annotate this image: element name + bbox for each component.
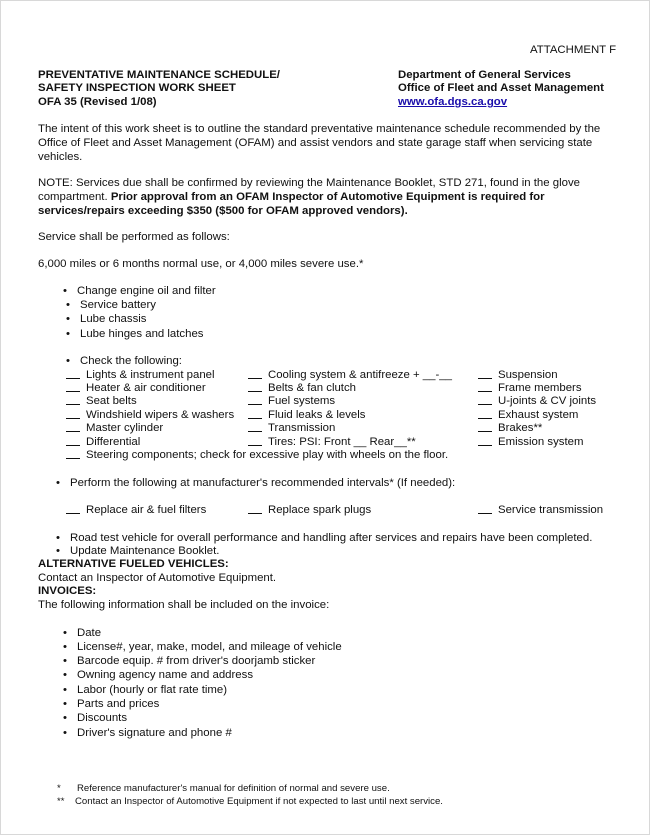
- recommended-label: Service transmission: [498, 504, 604, 516]
- invoice-item: • Date: [77, 626, 101, 640]
- check-item[interactable]: [248, 368, 452, 382]
- check-item[interactable]: [478, 394, 596, 408]
- invoice-item: • Barcode equip. # from driver's doorjamb sticker: [77, 654, 315, 668]
- road-test-item: • Road test vehicle for overall performance and handling after services and repairs have been completed.: [70, 531, 592, 545]
- checkbox-blank[interactable]: [478, 368, 492, 379]
- check-heading: • Check the following:: [80, 354, 182, 368]
- check-label: Steering components; check for excessive play with wheels on the floor.: [86, 449, 449, 461]
- check-item[interactable]: [478, 368, 558, 382]
- check-label: Tires: PSI: Front __ Rear__**: [268, 436, 416, 448]
- service-intro: Service shall be performed as follows:: [38, 231, 230, 243]
- checkbox-blank[interactable]: [248, 368, 262, 379]
- check-label: Exhaust system: [498, 409, 579, 421]
- checkbox-blank[interactable]: [248, 503, 262, 514]
- service-interval: 6,000 miles or 6 months normal use, or 4,000 miles severe use.*: [38, 258, 364, 270]
- check-item[interactable]: [248, 421, 335, 435]
- invoice-item: • Driver's signature and phone #: [77, 726, 232, 740]
- recommended-label: Replace air & fuel filters: [86, 504, 207, 516]
- check-item[interactable]: [66, 368, 215, 382]
- check-item[interactable]: [66, 435, 140, 449]
- checkbox-blank[interactable]: [248, 435, 262, 446]
- check-item[interactable]: [66, 394, 137, 408]
- check-label: U-joints & CV joints: [498, 395, 597, 407]
- note-approval-text: Prior approval from an OFAM Inspector of Automotive Equipment is required for services/repairs exceeding $350 ($500 for OFAM approved vendors).: [38, 191, 545, 217]
- recommended-label: Replace spark plugs: [268, 504, 372, 516]
- check-label: Fuel systems: [268, 395, 336, 407]
- check-label: Suspension: [498, 369, 558, 381]
- footnote-mark: *: [57, 783, 61, 794]
- form-title-line-1: PREVENTATIVE MAINTENANCE SCHEDULE/: [38, 69, 280, 81]
- note-text: NOTE: Services due shall be confirmed by reviewing the Maintenance Booklet, STD 271, found in the glove compartment.: [38, 177, 580, 203]
- list-item: • Lube chassis: [80, 312, 147, 326]
- checkbox-blank[interactable]: [478, 435, 492, 446]
- alt-fuel-heading: ALTERNATIVE FUELED VEHICLES:: [38, 558, 229, 570]
- recommended-item[interactable]: [478, 503, 603, 517]
- checkbox-blank[interactable]: [478, 381, 492, 392]
- check-label: Cooling system & antifreeze + __-__: [268, 369, 452, 381]
- footnote-text: Reference manufacturer's manual for definition of normal and severe use.: [77, 783, 390, 794]
- alt-fuel-text: Contact an Inspector of Automotive Equipment.: [38, 572, 277, 584]
- form-number: OFA 35 (Revised 1/08): [38, 96, 157, 108]
- check-label: Windshield wipers & washers: [86, 409, 235, 421]
- check-item[interactable]: [248, 408, 366, 422]
- check-item[interactable]: [478, 408, 578, 422]
- checkbox-blank[interactable]: [248, 381, 262, 392]
- list-item: • Lube hinges and latches: [80, 327, 204, 341]
- checkbox-blank[interactable]: [66, 394, 80, 405]
- invoice-item: • Discounts: [77, 711, 127, 725]
- check-item[interactable]: [66, 381, 206, 395]
- invoices-text: The following information shall be included on the invoice:: [38, 599, 330, 611]
- check-item[interactable]: [478, 421, 542, 435]
- checkbox-blank[interactable]: [66, 503, 80, 514]
- form-title-line-2: SAFETY INSPECTION WORK SHEET: [38, 82, 236, 94]
- invoice-item: • Owning agency name and address: [77, 668, 253, 682]
- checkbox-blank[interactable]: [66, 435, 80, 446]
- check-label: Lights & instrument panel: [86, 369, 215, 381]
- check-item[interactable]: [248, 394, 335, 408]
- check-item-steering[interactable]: [66, 448, 448, 462]
- check-label: Master cylinder: [86, 422, 164, 434]
- list-item: • Change engine oil and filter: [77, 284, 216, 298]
- attachment-label: ATTACHMENT F: [530, 44, 617, 56]
- checkbox-blank[interactable]: [248, 394, 262, 405]
- checkbox-blank[interactable]: [478, 394, 492, 405]
- invoice-item: • Labor (hourly or flat rate time): [77, 683, 227, 697]
- check-item[interactable]: [66, 408, 234, 422]
- checkbox-blank[interactable]: [66, 421, 80, 432]
- checkbox-blank[interactable]: [66, 381, 80, 392]
- list-item: • Service battery: [80, 298, 156, 312]
- check-label: Differential: [86, 436, 141, 448]
- checkbox-blank[interactable]: [248, 408, 262, 419]
- office-name: Office of Fleet and Asset Management: [398, 82, 604, 94]
- check-item[interactable]: [66, 421, 163, 435]
- checkbox-blank[interactable]: [66, 448, 80, 459]
- check-item[interactable]: [478, 435, 583, 449]
- check-label: Heater & air conditioner: [86, 382, 206, 394]
- invoices-heading: INVOICES:: [38, 585, 97, 597]
- check-label: Fluid leaks & levels: [268, 409, 366, 421]
- update-booklet-item: • Update Maintenance Booklet.: [70, 544, 219, 558]
- checkbox-blank[interactable]: [478, 408, 492, 419]
- checkbox-blank[interactable]: [66, 408, 80, 419]
- department-name: Department of General Services: [398, 69, 571, 81]
- checkbox-blank[interactable]: [478, 503, 492, 514]
- note-paragraph: [38, 176, 618, 218]
- check-item[interactable]: [248, 435, 416, 449]
- check-item[interactable]: [478, 381, 582, 395]
- recommended-heading: • Perform the following at manufacturer's recommended intervals* (If needed):: [70, 476, 455, 490]
- footnote-text: Contact an Inspector of Automotive Equipment if not expected to last until next service.: [75, 796, 443, 807]
- check-label: Transmission: [268, 422, 336, 434]
- intro-paragraph: The intent of this work sheet is to outline the standard preventative maintenance schedule recommended by the Office of Fleet and Asset Management (OFAM) and assist vendors and state garage staff when servicing state vehicles.: [38, 123, 601, 163]
- recommended-item[interactable]: [248, 503, 371, 517]
- check-label: Emission system: [498, 436, 584, 448]
- website-link[interactable]: www.ofa.dgs.ca.gov: [398, 96, 508, 108]
- check-label: Belts & fan clutch: [268, 382, 357, 394]
- check-label: Frame members: [498, 382, 582, 394]
- checkbox-blank[interactable]: [248, 421, 262, 432]
- invoice-item: • License#, year, make, model, and mileage of vehicle: [77, 640, 342, 654]
- checkbox-blank[interactable]: [478, 421, 492, 432]
- invoice-item: • Parts and prices: [77, 697, 159, 711]
- checkbox-blank[interactable]: [66, 368, 80, 379]
- footnote-mark: **: [57, 796, 65, 807]
- recommended-item[interactable]: [66, 503, 206, 517]
- check-item[interactable]: [248, 381, 356, 395]
- check-label: Brakes**: [498, 422, 543, 434]
- check-label: Seat belts: [86, 395, 137, 407]
